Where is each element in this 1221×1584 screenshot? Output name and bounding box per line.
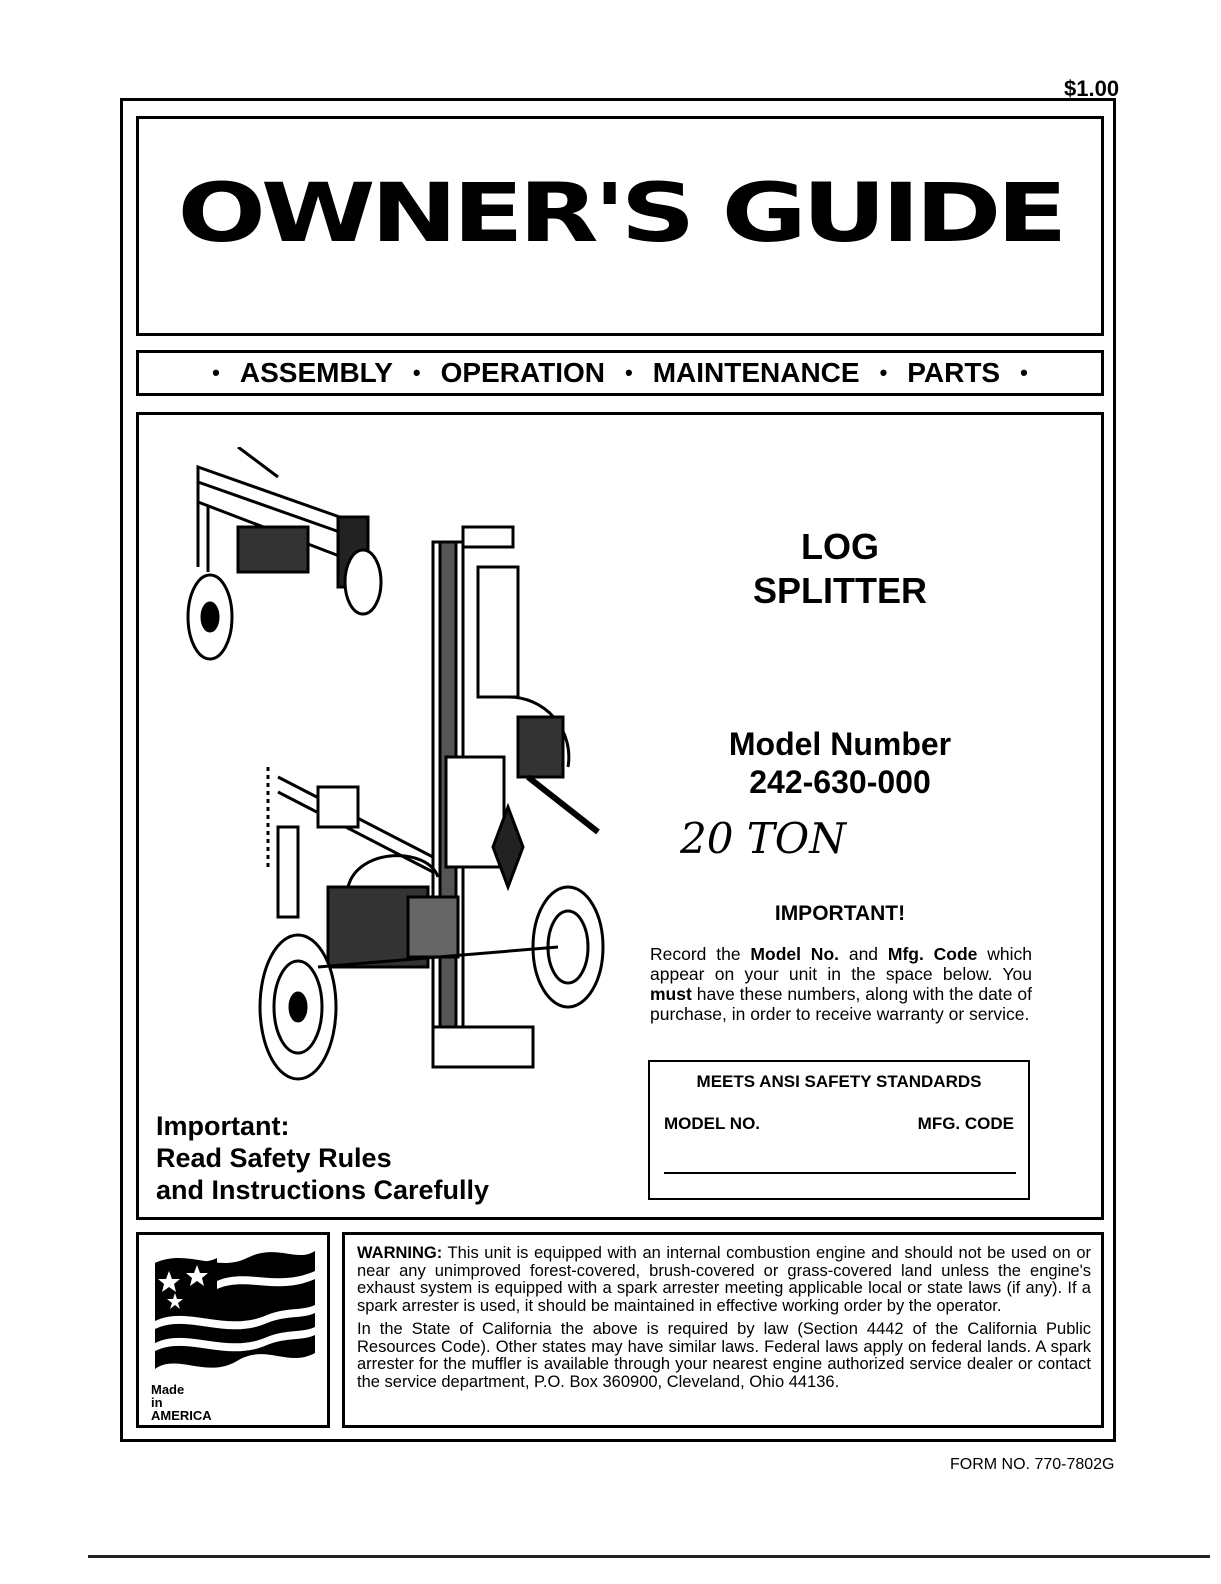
bullet: • [624,360,633,385]
safety-notice-line3: and Instructions Carefully [156,1175,490,1205]
title-box [136,116,1104,336]
record-text: which appear on your unit in the space below. You [650,944,1032,984]
warning-label: WARNING: [357,1244,443,1262]
topic-operation: OPERATION [440,357,605,388]
made-in-america-label [151,1383,212,1422]
handwritten-note [680,798,920,868]
model-number-label: Model Number [728,726,952,762]
important-heading: IMPORTANT! [774,902,906,925]
made-line2: in [151,1395,163,1410]
mfg-code-label: MFG. CODE [917,1114,1014,1133]
warning-text [357,1245,1091,1397]
record-instructions [650,944,1032,1024]
warning-paragraph-1 [357,1245,1091,1315]
record-text: have these numbers, along with the date of purchase, in order to receive warranty or service. [650,984,1032,1024]
safety-notice-line1: Important: [156,1111,290,1141]
model-number-value: 242-630-000 [749,764,931,800]
record-bold: Model No. [750,944,839,964]
product-name [690,525,990,613]
handwritten-text: 20 TON [680,814,846,863]
topics-bar [136,350,1104,396]
topics-list [139,353,1101,393]
bullet: • [212,360,220,385]
made-line3: AMERICA [151,1408,212,1423]
topic-assembly: ASSEMBLY [239,357,393,388]
ansi-title: MEETS ANSI SAFETY STANDARDS [696,1072,982,1091]
topic-parts: PARTS [907,357,1001,388]
ansi-record-box [648,1060,1030,1200]
made-in-america-box [136,1232,330,1428]
form-number: FORM NO. 770-7802G [950,1456,1115,1473]
price-label: $1.00 [1064,76,1120,101]
bullet: • [1020,360,1028,385]
topic-maintenance: MAINTENANCE [652,357,860,388]
page-title: OWNER'S GUIDE [177,165,1063,261]
warning-box [342,1232,1104,1428]
product-line1: LOG [801,526,879,567]
warning-body-1: This unit is equipped with an internal combustion engine and should not be used on or near any unimproved forest-covered, brush-covered or grass-covered land unless the engine's exhaust system is equipped with a spark arrester meeting applicable local or state laws (if any). If a spark arrester is used, it should be maintained in effective working order by the operator. [357,1244,1091,1315]
log-splitter-illustration [178,447,618,1087]
record-bold: Mfg. Code [887,944,978,964]
record-text: and [839,944,888,964]
warning-paragraph-2: In the State of California the above is required by law (Section 4442 of the California Public Resources Code). Other states may have similar laws. Federal laws apply on federal lands. A spark arrester for the muffler is available through your nearest engine authorized service dealer or contact the service department, P.O. Box 360900, Cleveland, Ohio 44136. [357,1320,1091,1391]
made-line1: Made [151,1382,185,1397]
record-text: Record the [650,944,751,964]
record-bold: must [650,984,692,1004]
product-line2: SPLITTER [752,570,927,611]
american-flag-icon [147,1243,319,1383]
safety-notice [156,1110,489,1206]
write-in-line [664,1172,1016,1174]
model-no-label: MODEL NO. [664,1114,761,1133]
bullet: • [879,360,888,385]
bullet: • [412,360,421,385]
safety-notice-line2: Read Safety Rules [156,1143,392,1173]
model-number-block [690,725,990,801]
bottom-rule [88,1555,1210,1558]
